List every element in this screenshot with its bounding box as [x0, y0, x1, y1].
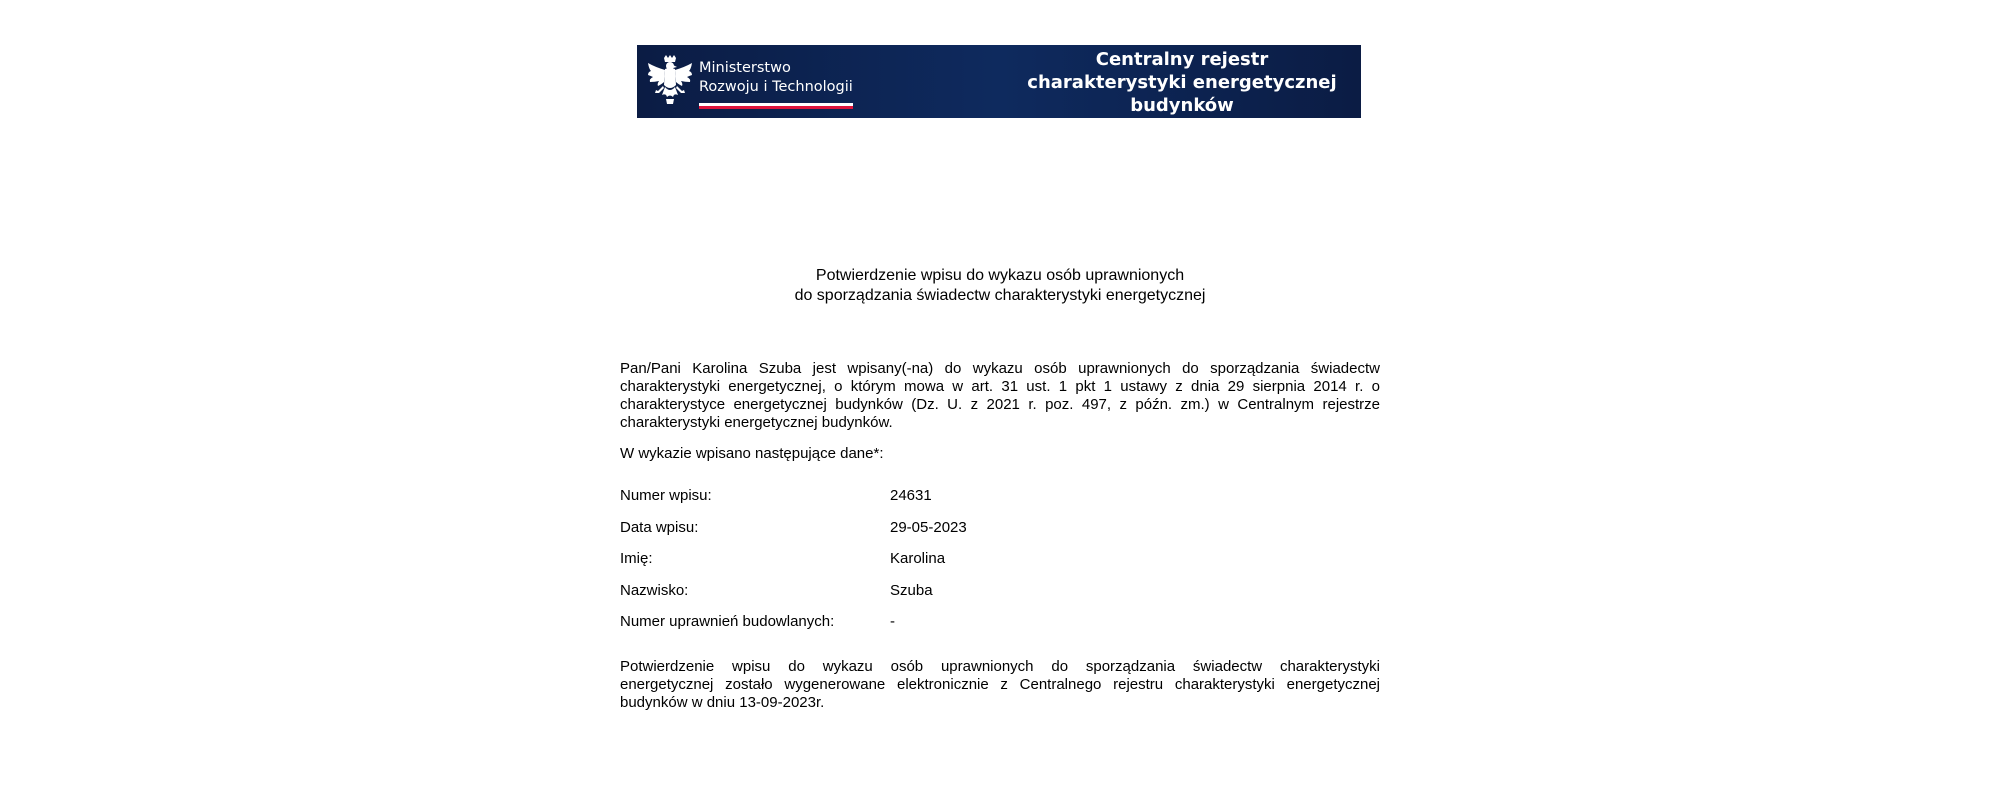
field-row — [620, 519, 1380, 551]
field-value: - — [890, 613, 895, 630]
document-title-line: Potwierdzenie wpisu do wykazu osób uprawnionych — [815, 267, 1185, 284]
registry-name-line: Centralny rejestr — [1095, 49, 1269, 70]
field-value: 29-05-2023 — [890, 518, 967, 536]
field-row — [620, 613, 1380, 645]
registry-name-line: budynków — [1130, 95, 1234, 116]
intro-line: charakterystyki energetycznej, o którym mowa w art. 31 ust. 1 pkt 1 ustawy z dnia 29 sierpnia 2014 r. o — [620, 378, 1380, 395]
field-label: Data wpisu: — [620, 518, 699, 536]
field-row — [620, 550, 1380, 582]
intro-line: charakterystyce energetycznej budynków (Dz. U. z 2021 r. poz. 497, z późn. zm.) w Centralnym rejestrze — [620, 396, 1380, 413]
ministry-name-line: Ministerstwo — [699, 60, 791, 76]
field-value: Karolina — [890, 550, 946, 567]
field-label: Numer wpisu: — [620, 487, 712, 504]
header-banner — [637, 45, 1361, 118]
ministry-name-line: Rozwoju i Technologii — [699, 79, 853, 95]
flag-stripe — [699, 103, 853, 109]
field-value: Szuba — [890, 581, 933, 599]
registry-name — [1017, 48, 1347, 117]
footer-paragraph — [620, 658, 1380, 712]
field-value: 24631 — [890, 487, 932, 504]
document-title — [620, 266, 1380, 306]
data-intro: W wykazie wpisano następujące dane*: — [620, 445, 884, 462]
field-label: Nazwisko: — [620, 581, 689, 599]
footer-line: budynków w dniu 13-09-2023r. — [620, 694, 825, 711]
registry-fields — [620, 487, 1380, 645]
field-label: Imię: — [620, 550, 653, 567]
intro-line: charakterystyki energetycznej budynków. — [620, 414, 893, 431]
intro-paragraph — [620, 360, 1380, 432]
registry-name-line: charakterystyki energetycznej — [1027, 72, 1337, 93]
ministry-name — [699, 59, 853, 97]
footer-line: energetycznej zostało wygenerowane elektronicznie z Centralnego rejestru charakterystyki energetycznej — [620, 676, 1380, 693]
field-row — [620, 582, 1380, 614]
polish-eagle-icon — [647, 55, 693, 107]
document-title-line: do sporządzania świadectw charakterystyki energetycznej — [794, 287, 1206, 304]
footer-line: Potwierdzenie wpisu do wykazu osób uprawnionych do sporządzania świadectw charakterystyki — [620, 658, 1380, 675]
field-label: Numer uprawnień budowlanych: — [620, 613, 835, 630]
field-row — [620, 487, 1380, 519]
intro-line: Pan/Pani Karolina Szuba jest wpisany(-na) do wykazu osób uprawnionych do sporządzania świadectw — [620, 360, 1380, 377]
